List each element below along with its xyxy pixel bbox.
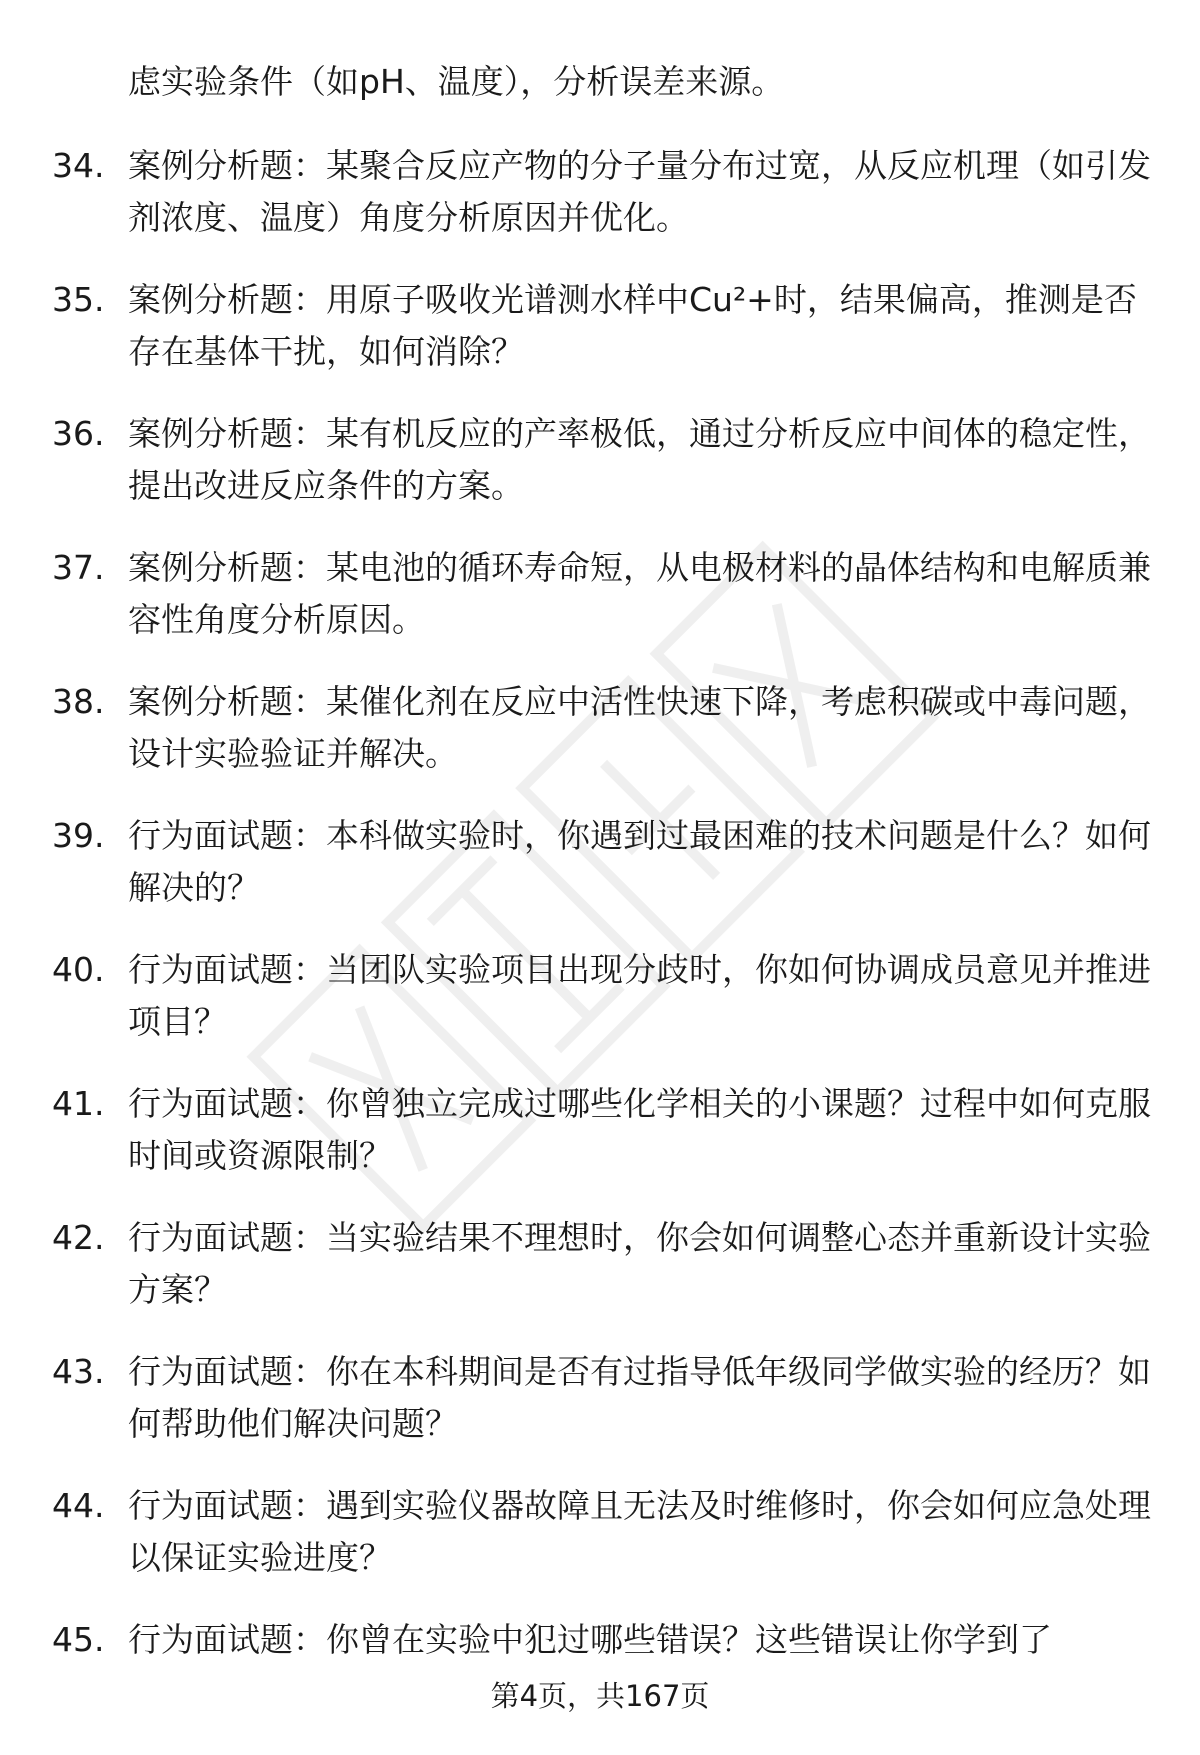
question-number: 35. xyxy=(52,280,105,319)
question-text: 案例分析题：某催化剂在反应中活性快速下降，考虑积碳或中毒问题，设计实验验证并解决。 xyxy=(128,682,1151,773)
question-text: 行为面试题：当实验结果不理想时，你会如何调整心态并重新设计实验方案？ xyxy=(128,1218,1151,1309)
question-text: 行为面试题：你在本科期间是否有过指导低年级同学做实验的经历？如何帮助他们解决问题？ xyxy=(128,1352,1151,1443)
question-text: 行为面试题：遇到实验仪器故障且无法及时维修时，你会如何应急处理以保证实验进度？ xyxy=(128,1486,1151,1577)
question-item xyxy=(0,1346,1200,1480)
question-number: 40. xyxy=(52,950,105,989)
question-text: 案例分析题：某电池的循环寿命短，从电极材料的晶体结构和电解质兼容性角度分析原因。 xyxy=(128,548,1151,639)
question-text: 案例分析题：用原子吸收光谱测水样中Cu²+时，结果偏高，推测是否存在基体干扰，如何消除？ xyxy=(128,280,1137,371)
question-number: 43. xyxy=(52,1352,105,1391)
question-text: 行为面试题：你曾独立完成过哪些化学相关的小课题？过程中如何克服时间或资源限制？ xyxy=(128,1084,1151,1175)
question-item xyxy=(0,1212,1200,1346)
question-text: 行为面试题：本科做实验时，你遇到过最困难的技术问题是什么？如何解决的？ xyxy=(128,816,1151,907)
question-item xyxy=(0,944,1200,1078)
question-number: 41. xyxy=(52,1084,105,1123)
question-number: 39. xyxy=(52,816,105,855)
question-item xyxy=(0,1078,1200,1212)
question-number: 34. xyxy=(52,146,105,185)
question-text: 行为面试题：你曾在实验中犯过哪些错误？这些错误让你学到了 xyxy=(128,1620,1052,1659)
question-item xyxy=(0,810,1200,944)
question-list xyxy=(0,140,1200,1748)
question-item xyxy=(0,1480,1200,1614)
question-text: 案例分析题：某有机反应的产率极低，通过分析反应中间体的稳定性，提出改进反应条件的方案。 xyxy=(128,414,1151,505)
question-item xyxy=(0,408,1200,542)
question-item xyxy=(0,274,1200,408)
question-number: 45. xyxy=(52,1620,105,1659)
question-text: 案例分析题：某聚合反应产物的分子量分布过宽，从反应机理（如引发剂浓度、温度）角度分析原因并优化。 xyxy=(128,146,1151,237)
question-number: 37. xyxy=(52,548,105,587)
continued-question-text: 虑实验条件（如pH、温度），分析误差来源。 xyxy=(128,62,785,101)
question-item xyxy=(0,676,1200,810)
question-number: 42. xyxy=(52,1218,105,1257)
question-number: 44. xyxy=(52,1486,105,1525)
question-item xyxy=(0,140,1200,274)
question-number: 38. xyxy=(52,682,105,721)
question-item xyxy=(0,542,1200,676)
page-number-footer: 第4页，共167页 xyxy=(490,1679,710,1713)
question-number: 36. xyxy=(52,414,105,453)
question-text: 行为面试题：当团队实验项目出现分歧时，你如何协调成员意见并推进项目？ xyxy=(128,950,1151,1041)
